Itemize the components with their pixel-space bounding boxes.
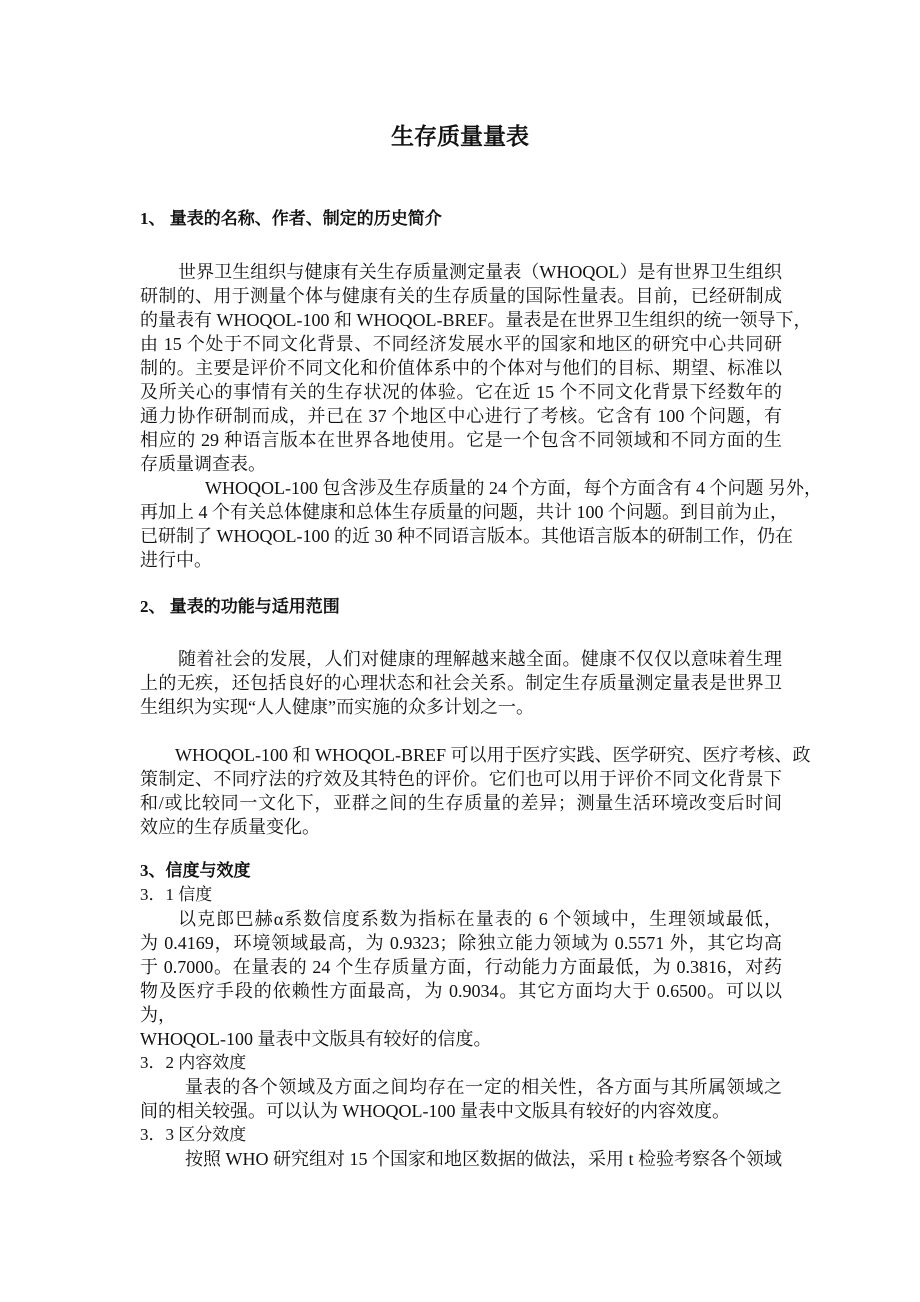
paragraph-line: 按照 WHO 研究组对 15 个国家和地区数据的做法，采用 t 检验考察各个领域 xyxy=(185,1149,782,1169)
paragraph-line: 进行中。 xyxy=(140,550,212,570)
section-heading: 1、 量表的名称、作者、制定的历史简介 xyxy=(140,209,442,228)
paragraph-line: 以克郎巴赫α系数信度系数为指标在量表的 6 个领域中，生理领域最低， xyxy=(178,909,782,929)
document-title: 生存质量量表 xyxy=(391,124,529,149)
paragraph-line: 为， xyxy=(140,1005,176,1025)
paragraph-line: 效应的生存质量变化。 xyxy=(140,817,320,837)
paragraph-line: 量表的各个领域及方面之间均存在一定的相关性，各方面与其所属领域之 xyxy=(185,1077,782,1097)
subsection-heading: 3．3 区分效度 xyxy=(140,1125,247,1144)
paragraph-line: 生组织为实现“人人健康”而实施的众多计划之一。 xyxy=(140,697,534,717)
paragraph-line: 已研制了 WHOQOL-100 的近 30 种不同语言版本。其他语言版本的研制工作，仍在 xyxy=(140,526,793,546)
paragraph-line: WHOQOL-100 量表中文版具有较好的信度。 xyxy=(140,1029,492,1049)
subsection-heading: 3．1 信度 xyxy=(140,885,213,904)
section-heading: 3、信度与效度 xyxy=(140,861,251,880)
paragraph-line: 为 0.4169，环境领域最高，为 0.9323；除独立能力领域为 0.5571 外，其它均高 xyxy=(140,933,782,953)
paragraph-line: 通力协作研制而成，并已在 37 个地区中心进行了考核。它含有 100 个问题，有 xyxy=(140,406,782,426)
paragraph-line: 世界卫生组织与健康有关生存质量测定量表（WHOQOL）是有世界卫生组织 xyxy=(178,262,782,282)
section-heading: 2、 量表的功能与适用范围 xyxy=(140,597,340,616)
paragraph-line: 由 15 个处于不同文化背景、不同经济发展水平的国家和地区的研究中心共同研 xyxy=(140,334,782,354)
paragraph-line: 相应的 29 种语言版本在世界各地使用。它是一个包含不同领域和不同方面的生 xyxy=(140,430,782,450)
paragraph-line: WHOQOL-100 包含涉及生存质量的 24 个方面，每个方面含有 4 个问题 另外， xyxy=(205,478,822,498)
paragraph-line: 制的。主要是评价不同文化和价值体系中的个体对与他们的目标、期望、标准以 xyxy=(140,358,782,378)
paragraph-line: 上的无疾，还包括良好的心理状态和社会关系。制定生存质量测定量表是世界卫 xyxy=(140,673,782,693)
paragraph-line: 间的相关较强。可以认为 WHOQOL-100 量表中文版具有较好的内容效度。 xyxy=(140,1101,730,1121)
paragraph-line: 随着社会的发展，人们对健康的理解越来越全面。健康不仅仅以意味着生理 xyxy=(178,649,782,669)
paragraph-line: 存质量调查表。 xyxy=(140,454,266,474)
paragraph-line: 研制的、用于测量个体与健康有关的生存质量的国际性量表。目前，已经研制成 xyxy=(140,286,782,306)
subsection-heading: 3．2 内容效度 xyxy=(140,1053,247,1072)
paragraph-line: 策制定、不同疗法的疗效及其特色的评价。它们也可以用于评价不同文化背景下 xyxy=(140,769,782,789)
paragraph-line: 和/或比较同一文化下，亚群之间的生存质量的差异；测量生活环境改变后时间 xyxy=(140,793,782,813)
paragraph-line: 的量表有 WHOQOL-100 和 WHOQOL-BREF。量表是在世界卫生组织的统一领导下， xyxy=(140,310,812,330)
paragraph-line: 于 0.7000。在量表的 24 个生存质量方面，行动能力方面最低，为 0.3816，对药 xyxy=(140,957,782,977)
paragraph-line: 物及医疗手段的依赖性方面最高，为 0.9034。其它方面均大于 0.6500。可以以 xyxy=(140,981,782,1001)
paragraph-line: WHOQOL-100 和 WHOQOL-BREF 可以用于医疗实践、医学研究、医疗考核、政 xyxy=(175,745,811,765)
paragraph-line: 及所关心的事情有关的生存状况的体验。它在近 15 个不同文化背景下经数年的 xyxy=(140,382,782,402)
paragraph-line: 再加上 4 个有关总体健康和总体生存质量的问题，共计 100 个问题。到目前为止， xyxy=(140,502,788,522)
